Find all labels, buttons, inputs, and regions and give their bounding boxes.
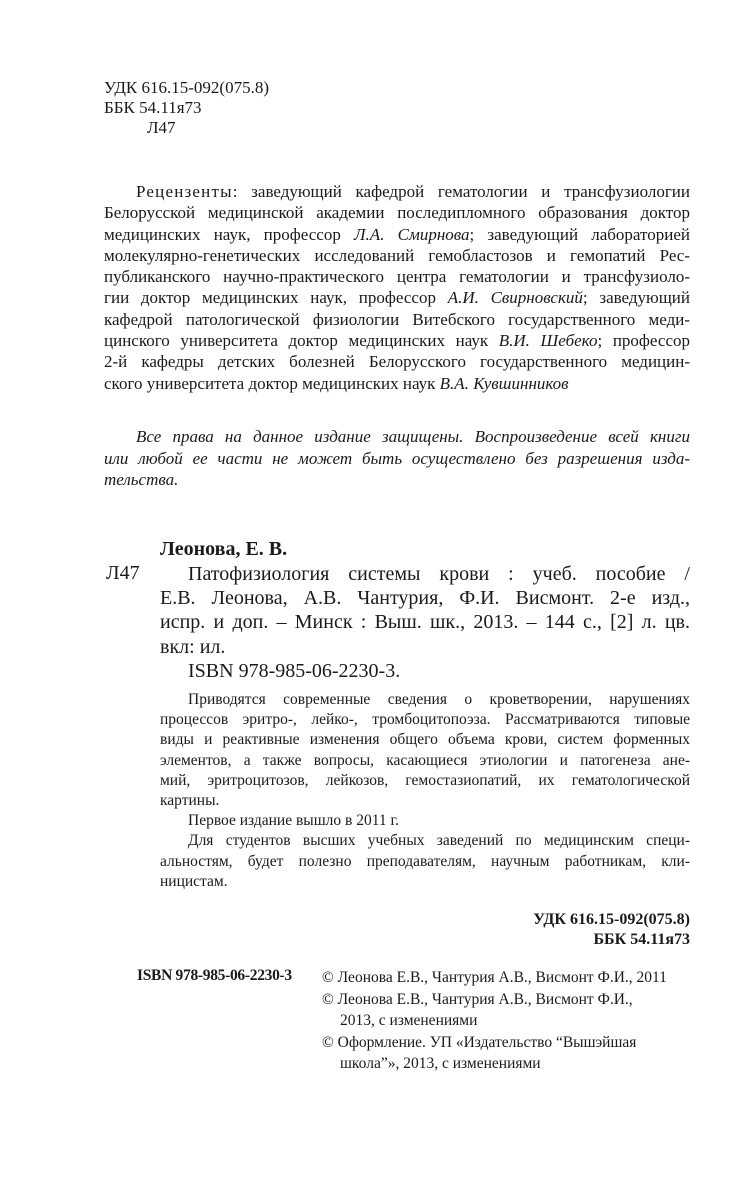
reviewers-line: 2-й кафедры детских болезней Белорусского государственного медицин- (104, 352, 690, 372)
copyright-line: © Леонова Е.В., Чантурия А.В., Висмонт Ф.И., 2011 (322, 969, 667, 986)
reviewers-label: Рецензенты (136, 182, 233, 201)
rights-line: Все права на данное издание защищены. Воспроизведение всей книги (136, 427, 690, 446)
bottom-bbk-code: ББК 54.11я73 (593, 931, 690, 948)
reviewers-line: медицинских наук, профессор Л.А. Смирнова; заведующий лабораторией (104, 224, 690, 244)
annotation-line: Приводятся современные сведения о кроветворении, нарушениях (188, 691, 690, 708)
reviewers-line: цинского университета доктор медицинских наук В.И. Шебеко; профессор (104, 331, 690, 351)
reviewers-line: кафедрой патологической физиологии Витебского государственного меди- (104, 309, 690, 329)
catalog-entry (160, 562, 690, 683)
catalog-line: испр. и доп. – Минск : Выш. шк., 2013. – 144 с., [2] л. цв. (160, 611, 690, 634)
copyright-line: © Оформление. УП «Издательство “Вышэйшая (322, 1033, 637, 1051)
catalog-author: Леонова, Е. В. (160, 538, 288, 560)
classification-codes (104, 78, 269, 138)
catalog-code: Л47 (106, 562, 140, 584)
copyright-line: школа”», 2013, с изменениями (340, 1055, 541, 1073)
bbk-code: ББК 54.11я73 (104, 98, 202, 117)
catalog-line: вкл: ил. (160, 635, 226, 658)
bottom-udk-code: УДК 616.15-092(075.8) (533, 911, 690, 928)
reviewers-line: ского университета доктор медицинских наук В.А. Кувшинников (104, 373, 569, 393)
reviewer-name: В.А. Кувшинников (439, 373, 569, 393)
catalog-line: Е.В. Леонова, А.В. Чантурия, Ф.И. Висмонт. 2-е изд., (160, 587, 690, 610)
reviewer-name: Л.А. Смирнова (354, 224, 470, 244)
copyright-block (322, 967, 690, 1075)
udk-code: УДК 616.15-092(075.8) (104, 78, 269, 97)
annotation-line: элементов, а также вопросы, касающиеся этиологии и патогенеза ане- (160, 751, 690, 769)
isbn-bottom: ISBN 978-985-06-2230-3 (137, 967, 292, 984)
reviewers-line: публиканского научно-практического центра гематологии и трансфузиоло- (104, 267, 690, 287)
reviewers-line: Рецензенты: заведующий кафедрой гематологии и трансфузиологии (136, 182, 690, 201)
reviewers-line: гии доктор медицинских наук, профессор А.И. Свирновский; заведующий (104, 288, 691, 308)
audience-line: альностям, будет полезно преподавателям, научным работникам, кли- (160, 852, 690, 870)
catalog-isbn: ISBN 978-985-06-2230-3. (188, 659, 401, 682)
rights-notice (104, 426, 690, 491)
reviewers-line: Белорусской медицинской академии последипломного образования доктор (104, 203, 690, 223)
audience-line: Для студентов высших учебных заведений по медицинским специ- (188, 832, 690, 850)
copyright-line: 2013, с изменениями (340, 1012, 478, 1030)
annotation-line: процессов эритро-, лейко-, тромбоцитопоэза. Рассматриваются типовые (160, 711, 690, 729)
bottom-classification-codes (533, 910, 690, 950)
reviewers-line: молекулярно-генетических исследований гемобластозов и гемопатий Рес- (104, 245, 690, 265)
catalog-line: Патофизиология системы крови : учеб. пособие / (188, 563, 690, 585)
first-edition-note: Первое издание вышло в 2011 г. (188, 812, 399, 830)
annotation-line: мий, эритроцитозов, лейкозов, гемостазиопатий, их гематологической (160, 771, 690, 789)
rights-line: тельства. (104, 470, 179, 489)
reviewers-section (104, 181, 690, 394)
reviewer-name: В.И. Шебеко (498, 331, 598, 351)
rights-line: или любой ее части не может быть осуществлено без разрешения изда- (104, 448, 690, 468)
annotation-line: виды и реактивные изменения общего объема крови, систем форменных (160, 731, 690, 749)
author-sign: Л47 (147, 118, 176, 137)
annotation-line: картины. (160, 792, 220, 810)
copyright-line: © Леонова Е.В., Чантурия А.В., Висмонт Ф.И., (322, 990, 633, 1008)
audience-line: ницистам. (160, 872, 228, 890)
reviewer-name: А.И. Свирновский (447, 288, 583, 308)
annotation (160, 690, 690, 892)
